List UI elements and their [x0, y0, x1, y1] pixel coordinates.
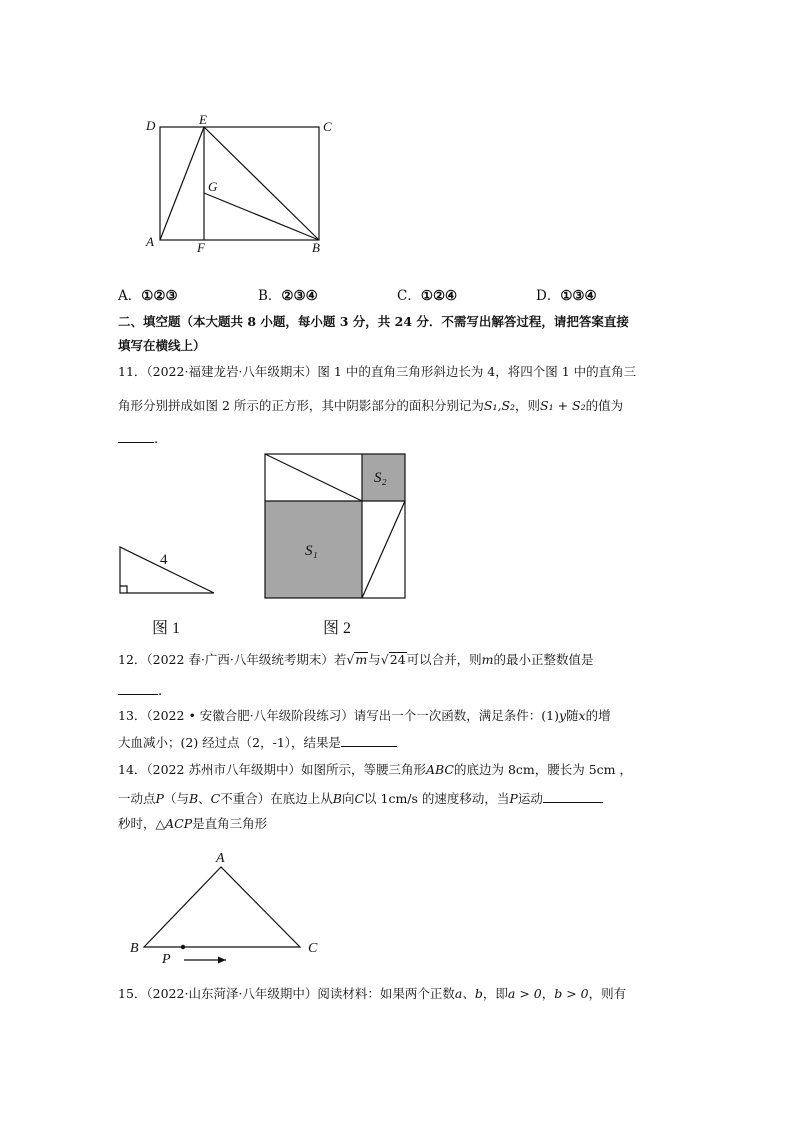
figure-2-caption: 图 2 — [323, 620, 352, 637]
question-13-line2: 大血减小；(2) 经过点（2，-1），结果是 — [118, 732, 397, 753]
question-14: 14．（2022 苏州市八年级期中）如图所示，等腰三角形ABC的底边为 8cm，腰长为 5cm ， — [118, 762, 633, 777]
choice-c[interactable]: C．①②④ — [397, 288, 458, 304]
label-c: C — [308, 941, 318, 956]
label-e: E — [199, 112, 207, 127]
label-a: A — [216, 851, 225, 866]
question-14-line2: 一动点P（与B、C不重合）在底边上从B向C以 1cm/s 的速度移动，当P运动 — [118, 788, 603, 809]
right-triangle-figure — [110, 540, 230, 640]
question-11-line3: ． — [118, 428, 168, 449]
section-heading-line2: 填写在横线上） — [118, 338, 206, 353]
question-15: 15．（2022·山东菏泽·八年级期中）阅读材料：如果两个正数a、b，即a > 0，b > 0，则有 — [118, 986, 627, 1001]
square-figure — [255, 445, 425, 645]
question-11-line2: 角形分别拼成如图 2 所示的正方形，其中阴影部分的面积分别记为S₁,S₂，则S₁ + S₂的值为 — [118, 398, 624, 413]
choice-b[interactable]: B．②③④ — [258, 288, 318, 304]
question-12-line2: ． — [118, 680, 172, 701]
label-c: C — [323, 119, 332, 134]
answer-blank-12[interactable] — [118, 680, 158, 695]
label-a: A — [146, 234, 154, 249]
label-b: B — [312, 240, 320, 255]
hypotenuse-label: 4 — [160, 552, 168, 568]
question-14-line3: 秒时，△ACP是直角三角形 — [118, 816, 268, 831]
label-g: G — [208, 179, 218, 194]
label-p: P — [162, 952, 171, 967]
s2-label: S₂ — [374, 470, 387, 486]
section-heading: 二、填空题（本大题共 8 小题，每小题 3 分，共 24 分．不需写出解答过程，请把答案直接 — [118, 314, 629, 329]
s1-label: S₁ — [305, 543, 318, 559]
label-b: B — [130, 941, 139, 956]
answer-blank-11[interactable] — [118, 428, 154, 443]
label-f: F — [197, 240, 205, 255]
answer-blank-14[interactable] — [543, 788, 603, 803]
answer-blank-13[interactable] — [341, 732, 397, 747]
rectangle-figure — [140, 110, 340, 260]
isosceles-triangle-figure — [120, 845, 330, 970]
question-12: 12．（2022 春·广西·八年级统考期末）若√m与√24可以合并，则m的最小正整数值是 — [118, 652, 594, 667]
question-13: 13．（2022 • 安徽合肥·八年级阶段练习）请写出一个一次函数，满足条件：(1)y随x的增 — [118, 708, 611, 723]
choice-a[interactable]: A．①②③ — [118, 288, 178, 304]
figure-1-caption: 图 1 — [152, 620, 181, 637]
choice-d[interactable]: D．①③④ — [536, 288, 597, 304]
question-11: 11．（2022·福建龙岩·八年级期末）图 1 中的直角三角形斜边长为 4，将四个图 1 中的直角三 — [118, 364, 637, 379]
label-d: D — [146, 118, 156, 133]
